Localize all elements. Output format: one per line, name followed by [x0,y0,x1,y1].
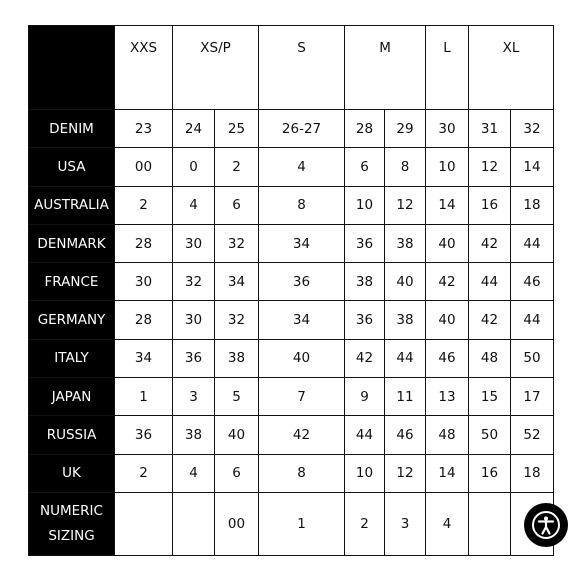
table-cell: 28 [115,224,173,262]
table-cell: 0 [173,148,215,186]
table-cell: 46 [426,339,469,377]
table-cell: 4 [173,454,215,492]
table-cell: 4 [259,148,345,186]
table-row [29,224,554,262]
table-cell: 7 [259,378,345,416]
table-cell: 48 [426,416,469,454]
table-cell: 16 [469,454,511,492]
row-label-numeric-sizing [29,492,115,555]
table-cell: 3 [385,492,426,555]
accessibility-button[interactable] [524,503,568,547]
table-cell: 9 [345,378,385,416]
table-row [29,339,554,377]
table-cell: 32 [215,224,259,262]
table-cell: 40 [426,301,469,339]
chart-body [29,110,554,493]
table-cell: 36 [115,416,173,454]
table-cell: 36 [173,339,215,377]
table-cell: 40 [215,416,259,454]
row-label: UK [29,454,115,492]
table-cell: 10 [426,148,469,186]
row-label: DENIM [29,110,115,148]
table-cell: 1 [259,492,345,555]
row-label: AUSTRALIA [29,186,115,224]
table-cell: 50 [469,416,511,454]
table-cell: 6 [215,186,259,224]
table-cell: 38 [173,416,215,454]
row-label: USA [29,148,115,186]
table-cell: 2 [115,186,173,224]
table-cell: 12 [469,148,511,186]
table-row [29,454,554,492]
table-cell: 1 [115,378,173,416]
table-cell: 2 [345,492,385,555]
size-chart-table [28,25,554,556]
table-cell: 44 [511,301,554,339]
table-cell: 31 [469,110,511,148]
table-cell: 44 [345,416,385,454]
table-cell: 26-27 [259,110,345,148]
row-label: RUSSIA [29,416,115,454]
table-cell: 18 [511,186,554,224]
table-cell: 8 [259,186,345,224]
table-cell: 40 [259,339,345,377]
numeric-label-line2: SIZING [48,527,95,544]
table-cell: 32 [173,263,215,301]
table-cell: 10 [345,454,385,492]
table-cell: 32 [215,301,259,339]
table-cell: 4 [173,186,215,224]
table-cell: 30 [173,224,215,262]
table-row [29,263,554,301]
table-cell: 34 [259,301,345,339]
table-cell: 6 [215,454,259,492]
table-cell: 32 [511,110,554,148]
table-cell: 15 [469,378,511,416]
table-cell: 36 [259,263,345,301]
table-cell: 28 [115,301,173,339]
table-cell: 40 [426,224,469,262]
table-cell: 52 [511,416,554,454]
table-cell: 46 [385,416,426,454]
table-cell: 40 [385,263,426,301]
table-cell: 18 [511,454,554,492]
table-cell: 3 [173,378,215,416]
table-row [29,378,554,416]
table-cell: 14 [511,148,554,186]
table-cell: 2 [115,454,173,492]
table-cell [115,492,173,555]
table-row-numeric-sizing [29,492,554,555]
table-row [29,186,554,224]
table-cell: 38 [385,224,426,262]
accessibility-icon [531,510,561,540]
size-group-l: L [426,26,469,110]
size-group-s: S [259,26,345,110]
table-row [29,148,554,186]
row-label: FRANCE [29,263,115,301]
size-group-xl: XL [469,26,554,110]
table-cell: 14 [426,454,469,492]
table-cell: 5 [215,378,259,416]
table-row [29,110,554,148]
table-cell: 10 [345,186,385,224]
table-cell: 44 [385,339,426,377]
table-cell: 14 [426,186,469,224]
table-cell: 11 [385,378,426,416]
table-cell: 2 [215,148,259,186]
size-group-header-row [29,26,554,110]
row-label: ITALY [29,339,115,377]
table-cell: 12 [385,454,426,492]
table-cell: 50 [511,339,554,377]
table-cell: 30 [115,263,173,301]
table-cell: 30 [426,110,469,148]
table-cell: 38 [385,301,426,339]
table-cell: 42 [469,301,511,339]
size-group-xs-p: XS/P [173,26,259,110]
table-cell: 16 [469,186,511,224]
table-cell: 36 [345,224,385,262]
table-cell: 8 [385,148,426,186]
size-group-xxs: XXS [115,26,173,110]
row-label: DENMARK [29,224,115,262]
table-cell: 44 [511,224,554,262]
table-cell: 38 [345,263,385,301]
table-cell: 13 [426,378,469,416]
table-cell [173,492,215,555]
table-cell: 25 [215,110,259,148]
table-cell: 36 [345,301,385,339]
numeric-label-line1: NUMERIC [40,502,103,519]
table-cell: 29 [385,110,426,148]
table-cell: 42 [469,224,511,262]
table-cell [469,492,511,555]
table-cell: 30 [173,301,215,339]
table-cell: 34 [259,224,345,262]
table-cell: 00 [215,492,259,555]
table-cell: 17 [511,378,554,416]
table-row [29,301,554,339]
table-cell: 44 [469,263,511,301]
row-label: JAPAN [29,378,115,416]
table-cell: 34 [215,263,259,301]
table-cell: 38 [215,339,259,377]
table-cell: 46 [511,263,554,301]
table-cell: 00 [115,148,173,186]
table-cell: 12 [385,186,426,224]
table-row [29,416,554,454]
table-cell: 6 [345,148,385,186]
corner-cell [29,26,115,110]
table-cell: 8 [259,454,345,492]
table-cell: 28 [345,110,385,148]
size-group-m: M [345,26,426,110]
table-cell: 42 [426,263,469,301]
table-cell: 48 [469,339,511,377]
table-cell: 4 [426,492,469,555]
table-cell: 34 [115,339,173,377]
row-label: GERMANY [29,301,115,339]
table-cell: 42 [259,416,345,454]
table-cell: 42 [345,339,385,377]
table-cell: 23 [115,110,173,148]
table-cell: 24 [173,110,215,148]
